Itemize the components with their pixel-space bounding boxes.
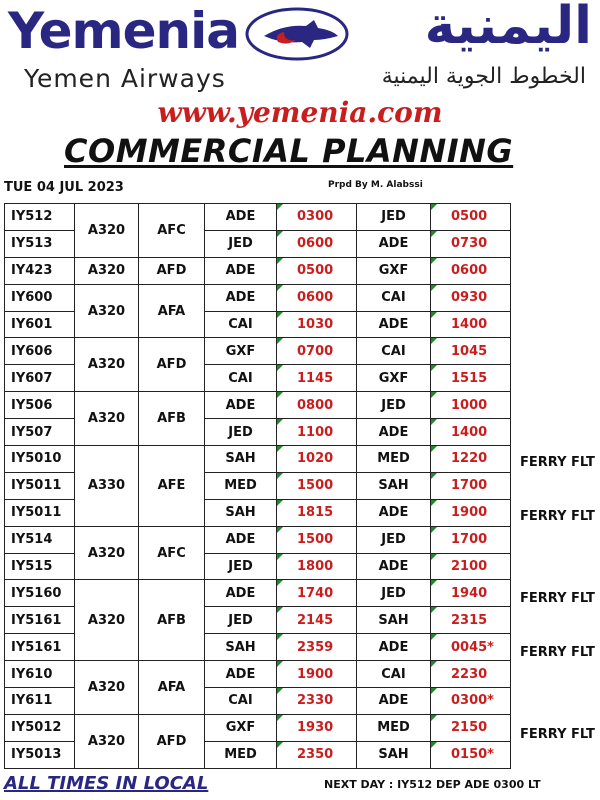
brand-subtitle-arabic: الخطوط الجوية اليمنية [381, 64, 586, 89]
arrival-time-cell: 1900 [431, 499, 511, 526]
departure-time-cell: 0600 [277, 284, 357, 311]
origin-cell: ADE [205, 526, 277, 553]
departure-time-cell: 0300 [277, 204, 357, 231]
origin-cell: GXF [205, 338, 277, 365]
ferry-flight-remark: FERRY FLT [520, 590, 595, 606]
header [0, 0, 600, 180]
origin-cell: JED [205, 553, 277, 580]
aircraft-reg-cell: AFD [139, 257, 205, 284]
departure-time-cell: 0600 [277, 230, 357, 257]
flight-number-cell: IY514 [5, 526, 75, 553]
aircraft-reg-cell: AFC [139, 526, 205, 580]
destination-cell: MED [357, 446, 431, 473]
arrival-time-cell: 1045 [431, 338, 511, 365]
arrival-time-cell: 1700 [431, 472, 511, 499]
departure-time-cell: 2359 [277, 634, 357, 661]
origin-cell: CAI [205, 688, 277, 715]
destination-cell: SAH [357, 741, 431, 768]
flight-number-cell: IY512 [5, 204, 75, 231]
aircraft-reg-cell: AFE [139, 446, 205, 527]
flight-number-cell: IY507 [5, 419, 75, 446]
website-url: www.yemenia.com [157, 96, 443, 129]
flight-number-cell: IY5161 [5, 607, 75, 634]
arrival-time-cell: 0600 [431, 257, 511, 284]
table-row [5, 526, 511, 553]
flight-number-cell: IY515 [5, 553, 75, 580]
destination-cell: JED [357, 580, 431, 607]
flight-number-cell: IY610 [5, 661, 75, 688]
ferry-flight-remark: FERRY FLT [520, 726, 595, 742]
arrival-time-cell: 2315 [431, 607, 511, 634]
prepared-by: Prpd By M. Alabssi [328, 180, 423, 190]
departure-time-cell: 1100 [277, 419, 357, 446]
arrival-time-cell: 0930 [431, 284, 511, 311]
arrival-time-cell: 1515 [431, 365, 511, 392]
arrival-time-cell: 1940 [431, 580, 511, 607]
aircraft-reg-cell: AFA [139, 284, 205, 338]
destination-cell: ADE [357, 634, 431, 661]
flight-number-cell: IY611 [5, 688, 75, 715]
flight-number-cell: IY423 [5, 257, 75, 284]
destination-cell: MED [357, 714, 431, 741]
destination-cell: ADE [357, 311, 431, 338]
aircraft-reg-cell: AFA [139, 661, 205, 715]
table-row [5, 284, 511, 311]
destination-cell: ADE [357, 419, 431, 446]
destination-cell: ADE [357, 499, 431, 526]
arrival-time-cell: 0500 [431, 204, 511, 231]
origin-cell: ADE [205, 204, 277, 231]
departure-time-cell: 0700 [277, 338, 357, 365]
flight-number-cell: IY5011 [5, 499, 75, 526]
departure-time-cell: 1900 [277, 661, 357, 688]
departure-time-cell: 2145 [277, 607, 357, 634]
arrival-time-cell: 0730 [431, 230, 511, 257]
origin-cell: JED [205, 419, 277, 446]
destination-cell: CAI [357, 284, 431, 311]
destination-cell: GXF [357, 365, 431, 392]
aircraft-type-cell: A320 [75, 714, 139, 768]
origin-cell: JED [205, 230, 277, 257]
flight-number-cell: IY5013 [5, 741, 75, 768]
origin-cell: ADE [205, 392, 277, 419]
arrival-time-cell: 0300* [431, 688, 511, 715]
arrival-time-cell: 1220 [431, 446, 511, 473]
airline-logo-icon [244, 6, 350, 62]
aircraft-type-cell: A320 [75, 257, 139, 284]
destination-cell: ADE [357, 553, 431, 580]
brand-name-arabic: اليمنية [424, 0, 592, 56]
destination-cell: SAH [357, 607, 431, 634]
flight-number-cell: IY5010 [5, 446, 75, 473]
origin-cell: GXF [205, 714, 277, 741]
table-row [5, 338, 511, 365]
arrival-time-cell: 1400 [431, 311, 511, 338]
arrival-time-cell: 2150 [431, 714, 511, 741]
aircraft-type-cell: A320 [75, 526, 139, 580]
aircraft-reg-cell: AFB [139, 580, 205, 661]
destination-cell: ADE [357, 230, 431, 257]
departure-time-cell: 0500 [277, 257, 357, 284]
aircraft-type-cell: A320 [75, 392, 139, 446]
departure-time-cell: 1740 [277, 580, 357, 607]
origin-cell: CAI [205, 365, 277, 392]
ferry-flight-remark: FERRY FLT [520, 645, 595, 661]
origin-cell: CAI [205, 311, 277, 338]
departure-time-cell: 2330 [277, 688, 357, 715]
origin-cell: ADE [205, 661, 277, 688]
origin-cell: MED [205, 472, 277, 499]
departure-time-cell: 0800 [277, 392, 357, 419]
flight-number-cell: IY601 [5, 311, 75, 338]
table-row [5, 580, 511, 607]
arrival-time-cell: 2230 [431, 661, 511, 688]
flight-number-cell: IY506 [5, 392, 75, 419]
destination-cell: ADE [357, 688, 431, 715]
flight-number-cell: IY513 [5, 230, 75, 257]
table-row [5, 257, 511, 284]
origin-cell: MED [205, 741, 277, 768]
times-note: ALL TIMES IN LOCAL [4, 773, 209, 794]
departure-time-cell: 1145 [277, 365, 357, 392]
ferry-flight-remark: FERRY FLT [520, 509, 595, 525]
schedule-table [4, 203, 511, 769]
departure-time-cell: 1500 [277, 472, 357, 499]
arrival-time-cell: 0045* [431, 634, 511, 661]
aircraft-type-cell: A320 [75, 338, 139, 392]
arrival-time-cell: 1700 [431, 526, 511, 553]
table-row [5, 392, 511, 419]
flight-number-cell: IY607 [5, 365, 75, 392]
brand-name-english: Yemenia [8, 2, 240, 60]
flight-number-cell: IY5012 [5, 714, 75, 741]
departure-time-cell: 1500 [277, 526, 357, 553]
table-row [5, 446, 511, 473]
arrival-time-cell: 1400 [431, 419, 511, 446]
next-day-note: NEXT DAY : IY512 DEP ADE 0300 LT [324, 778, 541, 791]
destination-cell: JED [357, 204, 431, 231]
destination-cell: GXF [357, 257, 431, 284]
brand-subtitle-english: Yemen Airways [24, 64, 226, 93]
flight-number-cell: IY600 [5, 284, 75, 311]
flight-number-cell: IY5011 [5, 472, 75, 499]
departure-time-cell: 1930 [277, 714, 357, 741]
arrival-time-cell: 1000 [431, 392, 511, 419]
aircraft-type-cell: A320 [75, 580, 139, 661]
flight-number-cell: IY5160 [5, 580, 75, 607]
departure-time-cell: 2350 [277, 741, 357, 768]
aircraft-type-cell: A330 [75, 446, 139, 527]
aircraft-type-cell: A320 [75, 661, 139, 715]
arrival-time-cell: 0150* [431, 741, 511, 768]
origin-cell: SAH [205, 634, 277, 661]
destination-cell: JED [357, 392, 431, 419]
origin-cell: SAH [205, 446, 277, 473]
aircraft-type-cell: A320 [75, 204, 139, 258]
origin-cell: JED [205, 607, 277, 634]
departure-time-cell: 1030 [277, 311, 357, 338]
destination-cell: CAI [357, 661, 431, 688]
flight-number-cell: IY606 [5, 338, 75, 365]
origin-cell: SAH [205, 499, 277, 526]
arrival-time-cell: 2100 [431, 553, 511, 580]
origin-cell: ADE [205, 284, 277, 311]
flight-number-cell: IY5161 [5, 634, 75, 661]
table-row [5, 714, 511, 741]
departure-time-cell: 1815 [277, 499, 357, 526]
schedule-date: TUE 04 JUL 2023 [4, 180, 124, 195]
table-row [5, 204, 511, 231]
origin-cell: ADE [205, 580, 277, 607]
aircraft-reg-cell: AFC [139, 204, 205, 258]
aircraft-reg-cell: AFD [139, 714, 205, 768]
aircraft-type-cell: A320 [75, 284, 139, 338]
page-title: COMMERCIAL PLANNING [64, 132, 514, 170]
origin-cell: ADE [205, 257, 277, 284]
aircraft-reg-cell: AFB [139, 392, 205, 446]
table-row [5, 661, 511, 688]
departure-time-cell: 1800 [277, 553, 357, 580]
ferry-flight-remark: FERRY FLT [520, 454, 595, 470]
aircraft-reg-cell: AFD [139, 338, 205, 392]
destination-cell: CAI [357, 338, 431, 365]
departure-time-cell: 1020 [277, 446, 357, 473]
destination-cell: SAH [357, 472, 431, 499]
destination-cell: JED [357, 526, 431, 553]
